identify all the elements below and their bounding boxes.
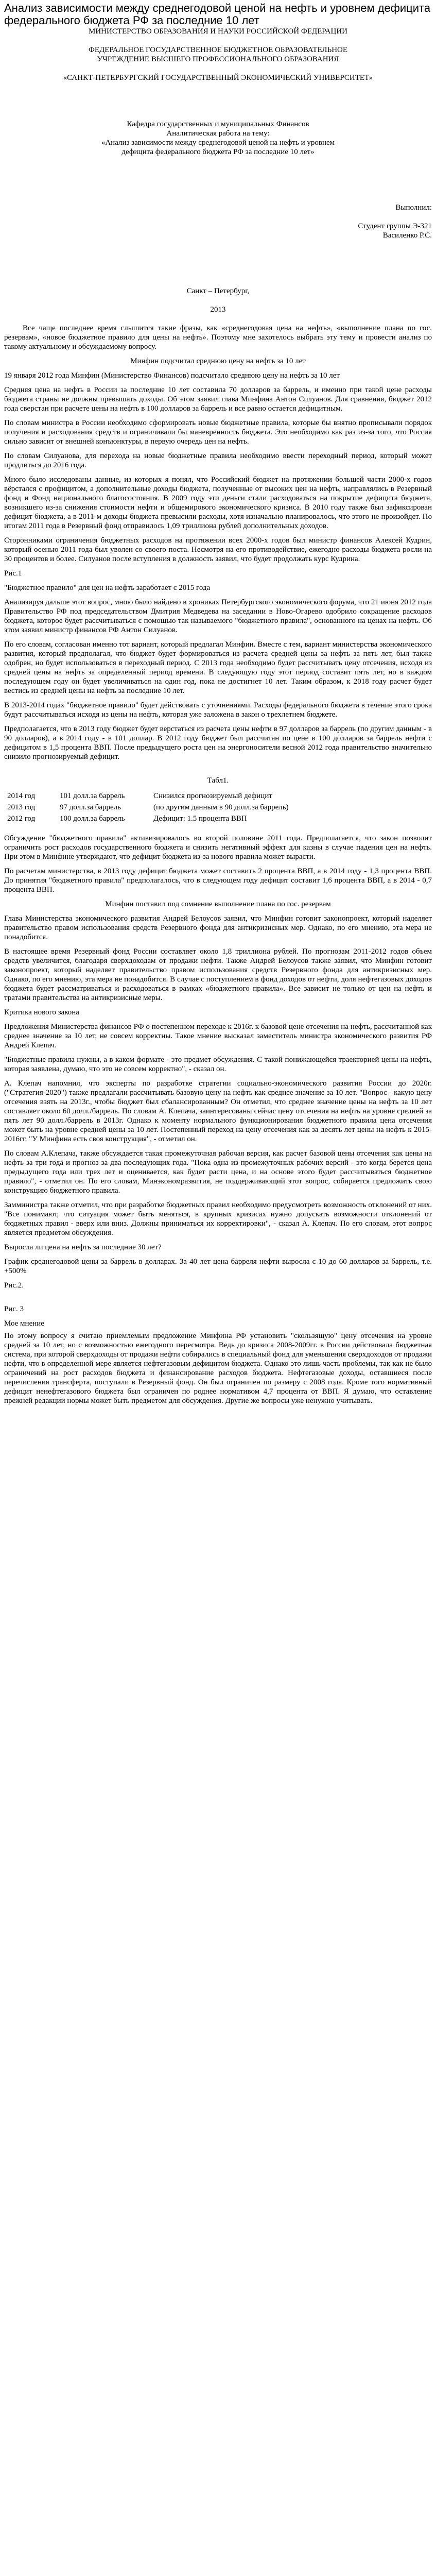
institution-line-1: ФЕДЕРАЛЬНОЕ ГОСУДАРСТВЕННОЕ БЮДЖЕТНОЕ ОБРАЗОВАТЕЛЬНОЕ xyxy=(88,46,348,54)
rule-paragraph: Анализируя дальше этот вопрос, мною было найдено в хрониках Петербургского экономического форума, что 21 июня 2012 года Правительство РФ под председательством Дмитрия Медведева на заседании в Ново-Огарево одобрило сокращение расходов бюджета, которое будет рассчитываться с помощью так называемого "бюджетного правила", основанного на ценах на нефть. Об этом заявил министр финансов РФ Антон Силуанов. xyxy=(4,598,432,634)
table-row xyxy=(4,813,292,824)
topic-line-1: «Анализ зависимости между среднегодовой ценой на нефть и уровнем xyxy=(101,139,335,147)
intro-paragraph: По словам министра в России необходимо сформировать новые бюджетные правила, которые бы внятно прописывали порядок получения и расходования средств и ограничивали бы маневренность бюджета. Это необходимо как раз из-за того, что Россия сильно зависит от внешней конъюнктуры, в первую очередь цен на нефть. xyxy=(4,419,432,446)
oil-growth-title: Выросла ли цена на нефть за последние 30 лет? xyxy=(4,1243,162,1251)
done-label: Выполнил: xyxy=(395,204,432,212)
page-title: Анализ зависимости между среднегодовой ценой на нефть и уровнем дефицита федерального бюджета РФ за последние 10 лет xyxy=(4,2,431,27)
rule-paragraph: По его словам, согласован именно тот вариант, который предлагал Минфин. Вместе с тем, вариант министерства экономического развития, который предполагал, что бюджет будет формироваться из расчета средней цены за нефть за пять лет, был также одобрен, но будет использоваться в переходный период. С 2013 года необходимо будет рассчитывать цену отсечения, исходя из средней цены на нефть за определенный период времени. В следующую году этот период составит пять лет, но в каждом последующем году он будет увеличиваться на один год, пока не достигнет 10 лет. Таким образом, к 2018 году расчет будет вестись из средней цены на нефть за последние 10 лет. xyxy=(4,640,432,695)
body-paragraph: Обсуждение "бюджетного правила" активизировалось во второй половине 2011 года. Предполагается, что закон позволит ограничить рост расходов государственного бюджета и снизить негативный эффект для казны в случае падения цен на нефть. При этом в Минфине утверждают, что дефицит бюджета из-за нового правила может вырасти. xyxy=(4,834,432,861)
rule-paragraph: Предполагается, что в 2013 году бюджет будет верстаться из расчета цены нефти в 97 долларов за баррель (по другим данным - в 90 долларов), а в 2014 году - в 101 доллар. В 2012 году бюджет был рассчитан по цене в 100 долларов за баррель нефти с дефицитом в 1,5 процента ВВП. После предыдущего роста цен на энергоносители весной 2012 года правительство значительно снизило прогнозируемый дефицит. xyxy=(4,725,432,761)
intro-paragraph: Много было исследованы данные, из которых я понял, что Российский бюджет на протяжении большей части 2000-х годов вёрстался с профицитом, а дополнительные доходы бюджета, полученные от высоких цен на нефть, направлялись в Резервный фонд и Фонд национального благосостояния. В 2009 году эти деньги стали расходоваться на покрытие дефицита бюджета, возникшего из-за снижения стоимости нефти и общемирового экономического кризиса. В 2010 году также был зафиксирован дефицит бюджета, а в 2011-м доходы бюджета превысили расходы, хотя изначально планировалось, что этого не произойдет. По итогам 2011 года в Резервный фонд отправилось 1,09 триллиона рублей дополнительных доходов. xyxy=(4,476,432,530)
intro-paragraph: 19 января 2012 года Минфин (Министерство Финансов) подсчитало среднюю цену на нефть за 10 лет xyxy=(4,371,340,380)
intro-paragraph: Все чаще последнее время слышится такие фразы, как «среднегодовая цена на нефть», «выполнение плана по гос. резервам», «новое бюджетное правило для цены на нефть». Поэтому мне захотелось выбрать эту тему и провести анализ по такому актуальному и обсуждаемому вопросу. xyxy=(4,324,432,351)
rule-paragraph: В 2013-2014 годах "бюджетное правило" будет действовать с уточнениями. Расходы федерального бюджета в течение этого срока будут рассчитываться исходя из цены на нефть, которая уже заложена в закон о трехлетнем бюджете. xyxy=(4,701,432,719)
university-line: «САНКТ-ПЕТЕРБУРГСКИЙ ГОСУДАРСТВЕННЫЙ ЭКОНОМИЧЕСКИЙ УНИВЕРСИТЕТ» xyxy=(63,74,373,82)
section-heading: Минфин подсчитал среднюю цену на нефть за 10 лет xyxy=(130,357,306,365)
table-cell-year: 2012 год xyxy=(7,815,36,823)
table-cell-value: 100 долл.за баррель xyxy=(60,815,125,823)
critique-paragraph: Замминистра также отметил, что при разработке бюджетных правил необходимо предусмотреть возможность отклонений от них. "Все понимают, что ситуация может быть меняться, в крупных кризисах нужно допускать возможности отклонений от бюджетных правил - вверх или вниз. Должны приниматься их корректировки", - сказал А. Клепач. По его словам, этот вопрос является предметом обсуждения. xyxy=(4,1201,432,1237)
table-cell-note: (по другим данным в 90 долл.за баррель) xyxy=(153,803,289,811)
intro-paragraph: Сторонниками ограничения бюджетных расходов на протяжении всех 2000-х годов был министр финансов Алексей Кудрин, который осенью 2011 года был уволен со своего поста. Несмотря на его противодействие, ежегодно расходы бюджета росли на 30 процентов и более. Силуанов после вступления в должность заявил, что будет продолжать курс Кудрина. xyxy=(4,536,432,563)
body-paragraph: Глава Министерства экономического развития Андрей Белоусов заявил, что Минфин готовит законопроект, который наделяет правительство правом использования средств Резервного фонда для антикризисных мер. Однако, по его мнению, эта мера не понадобится. xyxy=(4,914,432,941)
year-line: 2013 xyxy=(210,306,226,314)
opinion-title: Мое мнение xyxy=(4,1319,44,1328)
table-row xyxy=(4,790,292,802)
intro-paragraph: По словам Силуанова, для перехода на новые бюджетные правила необходимо ввести переходный период, который может продлиться до 2016 года. xyxy=(4,452,432,469)
author-block xyxy=(4,203,432,240)
critique-title: Критика нового закона xyxy=(4,1008,79,1016)
rule-section-title: "Бюджетное правило" для цен на нефть заработает с 2015 года xyxy=(4,584,211,592)
figure-1-caption: Рис.1 xyxy=(4,569,22,578)
body-paragraph: По расчетам министерства, в 2013 году дефицит бюджета может составить 2 процента ВВП, а в 2014 году - 1,3 процента ВВП. До принятия "бюджетного правила" предполагалось, что в следующем году дефицит составит 1,6 процента ВВП, а в 2014 - 0,7 процента ВВП. xyxy=(4,867,432,894)
critique-paragraph: Предложения Министерства финансов РФ о постепенном переходе к 2016г. к базовой цене отсечения на нефть, рассчитанной как среднее значение за 10 лет, не совсем корректны. Такое мнение высказал заместитель министра экономического развития РФ Андрей Клепач. xyxy=(4,1023,432,1049)
critique-paragraph: По словам А.Клепача, также обсуждается такая промежуточная рабочая версия, как расчет базовой цены отсечения как цены на нефть за три года и прогноз за два последующих года. "Пока одна из промежуточных рабочих версий - это когда берется цена предыдущего года или трех лет и оценивается, как будет расти цена, и на основе этого будет рассчитываться бюджетное правило", - отметил он. По его словам, Минэкономразвития, не поддерживающий этот вопрос, собирается предложить свою конструкцию бюджетного правила. xyxy=(4,1149,432,1195)
document-body xyxy=(0,27,436,1405)
title-block xyxy=(4,120,432,157)
city-line: Санкт – Петербург, xyxy=(186,287,250,295)
table-cell-note: Снизился прогнозируемый дефицит xyxy=(153,792,272,800)
table-cell-value: 101 долл.за баррель xyxy=(60,792,125,800)
table-cell-year: 2013 год xyxy=(7,803,36,811)
body-paragraph: В настоящее время Резервный фонд России составляет около 1,8 триллиона рублей. По прогнозам 2011-2012 годов объем средств увеличится, благодаря сверхдоходам от продажи нефти. Также Андрей Белоусов также заявил, что Минфин готовит законопроект, который наделяет правительство правом использования средств Резервного фонда для антикризисных мер. Однако, по его мнению, эта мера не понадобится. В случае с поступлением в фонд доходов от нефти, доля нефтегазовых доходов бюджета будет рассматриваться и расходоваться в рамках «бюджетного правила». Все зависит не только от цен на нефть и тратами правительства на антикризисные меры. xyxy=(4,947,432,1002)
section-heading: Минфин поставил под сомнение выполнение плана по гос. резервам xyxy=(105,900,331,908)
ministry-line: МИНИСТЕРСТВО ОБРАЗОВАНИЯ И НАУКИ РОССИЙСКОЙ ФЕДЕРАЦИИ xyxy=(89,27,347,36)
opinion-text: По этому вопросу я считаю приемлемым предложение Минфина РФ установить "скользящую" цену отсечения на уровне средней за 10 лет, но с возможностью ежегодного пересмотра. Ведь до кризиса 2008-2009гг. в России действовала бюджетная система, при которой сверхдоходы от продажи нефти собирались в специальный фонд для уменьшения сверхдоходов от продажи нефти, что в определенной мере является нефтегазовым дефицитом бюджета. Однако это лишь часть проблемы, так как не было ограничений на рост расходов бюджета и финансирование расходов бюджета. Нефтегазовые доходы, оставшиеся после перечисления трансферта, поступали в Резервный фонд. Он был ограничен по размеру с 2008 года. Кроме того нормативный дефицит ненефтегазового бюджета был ограничен по роднее нормативом 4,7 процента от ВВП. Я думаю, что оставление прежней редакции нормы может быть предметом для обсуждения. Другие же вопросы уже ненужно учитывать. xyxy=(4,1332,432,1405)
intro-paragraph: Средняя цена на нефть в России за последние 10 лет составила 70 долларов за баррель, и именно при такой цене расходы бюджета страны не должны превышать доходы. Об этом заявил глава Минфина Антон Силуанов. Для сравнения, бюджет 2012 года сверстан при расчете цены на нефть в 100 долларов за баррель и все равно остается дефицитным. xyxy=(4,386,432,413)
oil-price-table xyxy=(4,790,292,824)
table-cell-note: Дефицит: 1.5 процента ВВП xyxy=(153,815,247,823)
table-cell-year: 2014 год xyxy=(7,792,36,800)
critique-paragraph: "Бюджетные правила нужны, а в каком формате - это предмет обсуждения. С такой понижающейся траекторией цены на нефть, которая заявлена, думаю, что это не совсем корректно", - сказал он. xyxy=(4,1056,432,1073)
work-type-line: Аналитическая работа на тему: xyxy=(166,129,270,138)
oil-growth-text: График среднегодовой цены за баррель в долларах. За 40 лет цена барреля нефти выросла с 10 до 60 долларов за баррель, т.е. +500% xyxy=(4,1258,432,1275)
ministry-header xyxy=(4,27,432,82)
department-line: Кафедра государственных и муниципальных Финансов xyxy=(127,120,309,128)
table-cell-value: 97 долл.за баррель xyxy=(60,803,121,811)
city-year-block xyxy=(4,286,432,314)
student-name: Василенко Р.С. xyxy=(382,231,432,240)
institution-line-2: УЧРЕЖДЕНИЕ ВЫСШЕГО ПРОФЕССИОНАЛЬНОГО ОБРАЗОВАНИЯ xyxy=(97,55,339,63)
table-1-caption: Табл1. xyxy=(207,776,229,785)
table-row xyxy=(4,802,292,813)
critique-paragraph: А. Клепач напомнил, что эксперты по разработке стратегии социально-экономического развития России до 2020г. ("Стратегия-2020") также предлагали рассчитывать базовую цену на нефть как среднее значение за 10 лет. "Вопрос - какую цену отсечения взять на 2013г., чтобы бюджет был сбалансированным? Он отметил, что среднее значение цены на нефть за 10 лет составляет около 60 долл./баррель. По словам А. Клепача, заинтересованы сейчас цену отсечения на нефть на уровне средней за пять лет 90 долл./баррель в 2013г. Однако к моменту нормального функционирования бюджетного правила цена отсечения может быть на уровне средней цены за 10 лет. Постепенный переход на цену отсечения как за десять лет цены на нефть к 2015-2016гг. "У Минфина есть своя конструкция", - отметил он. xyxy=(4,1079,432,1143)
topic-line-2: дефицита федерального бюджета РФ за последние 10 лет» xyxy=(121,148,315,156)
figure-2-caption: Рис.2. xyxy=(4,1281,24,1290)
figure-3-caption: Рис. 3 xyxy=(4,1305,24,1313)
student-group: Студент группы Э-321 xyxy=(358,222,432,230)
